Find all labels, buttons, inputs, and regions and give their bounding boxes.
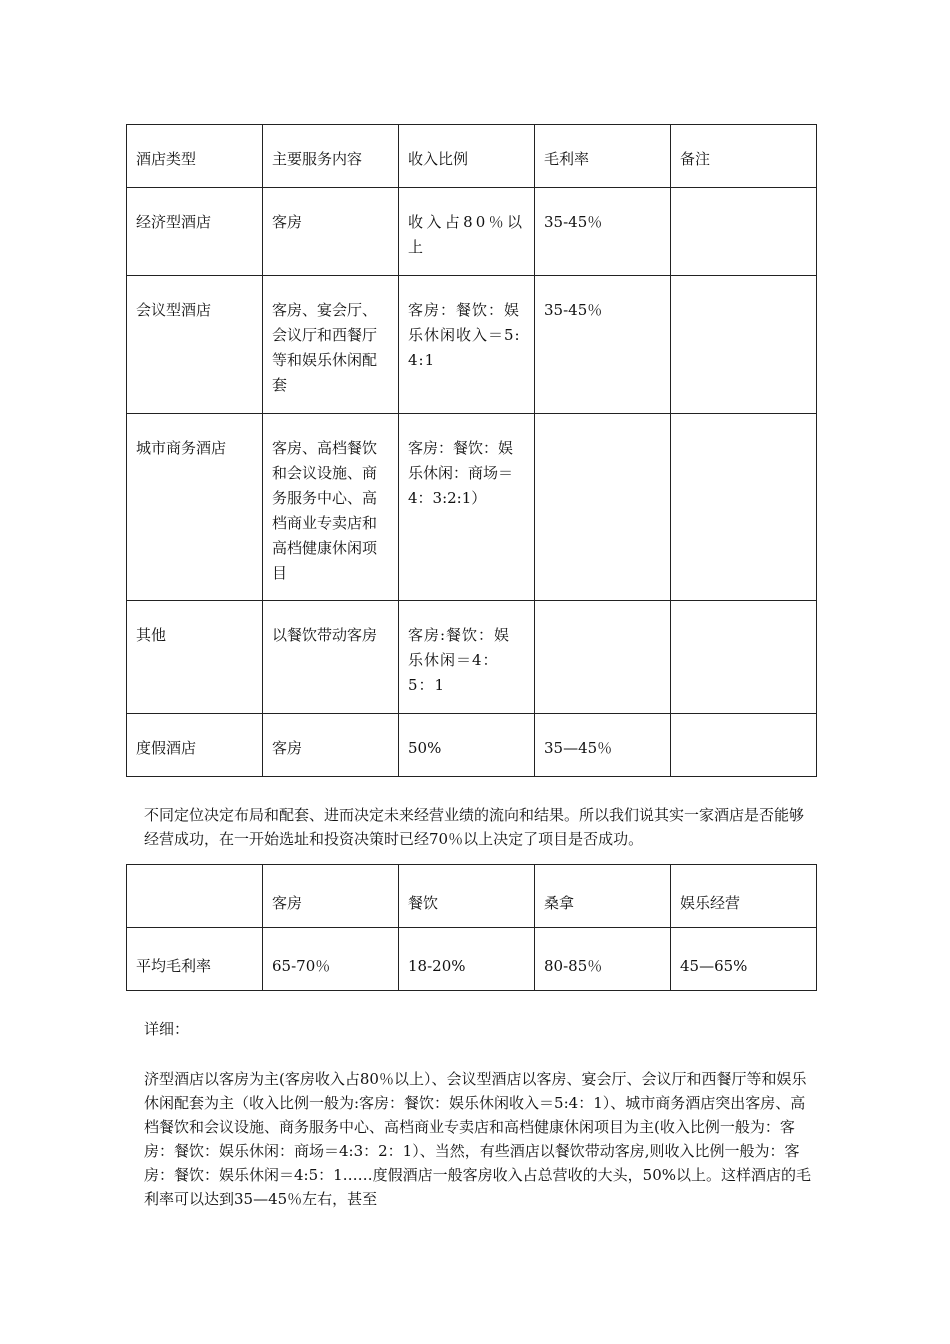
table-cell: 客房：餐饮：娱乐休闲收入＝5:4:1 [399,276,535,414]
table-header-row [127,125,817,188]
table-row [127,714,817,777]
table-row [127,188,817,276]
table-cell: 35-45％ [535,276,671,414]
table-cell: 以餐饮带动客房 [263,601,399,714]
header-cell: 主要服务内容 [263,125,399,188]
header-cell: 娱乐经营 [671,865,817,928]
table-row [127,276,817,414]
header-cell [127,865,263,928]
table-cell: 65-70％ [263,928,399,991]
table-cell [671,601,817,714]
table-cell: 客房、宴会厅、会议厅和西餐厅等和娱乐休闲配套 [263,276,399,414]
table-cell: 平均毛利率 [127,928,263,991]
table-cell: 客房 [263,714,399,777]
header-cell: 酒店类型 [127,125,263,188]
table-cell [671,414,817,601]
table-cell [535,601,671,714]
header-cell: 客房 [263,865,399,928]
table-cell: 18-20% [399,928,535,991]
table-cell: 80-85％ [535,928,671,991]
table-row [127,414,817,601]
detail-label: 详细： [144,1020,190,1038]
table-header-row [127,865,817,928]
header-cell: 餐饮 [399,865,535,928]
table-cell: 会议型酒店 [127,276,263,414]
table-cell: 35—45％ [535,714,671,777]
table-cell: 客房:餐饮：娱乐休闲＝4：5：1 [399,601,535,714]
header-cell: 收入比例 [399,125,535,188]
table-cell: 客房：餐饮：娱乐休闲：商场＝4：3:2:1） [399,414,535,601]
header-cell: 毛利率 [535,125,671,188]
gross-margin-table [126,864,817,991]
table-cell: 50% [399,714,535,777]
table-cell: 35-45％ [535,188,671,276]
table-cell: 客房 [263,188,399,276]
table-row [127,928,817,991]
table-cell: 度假酒店 [127,714,263,777]
table-cell [535,414,671,601]
paragraph-detail: 济型酒店以客房为主(客房收入占80％以上）、会议型酒店以客房、宴会厅、会议厅和西餐厅等和娱乐休闲配套为主（收入比例一般为:客房：餐饮：娱乐休闲收入＝5:4：1）、城市商务酒店突出客房、高档餐饮和会议设施、商务服务中心、高档商业专卖店和高档健康休闲项目为主(收入比例一般为：客房：餐饮：娱乐休闲：商场＝4:3：2：1）、当然，有些酒店以餐饮带动客房,则收入比例一般为：客房：餐饮：娱乐休闲＝4:5：1……度假酒店一般客房收入占总营收的大头，50%以上。这样酒店的毛利率可以达到35—45％左右，甚至 [144,1070,812,1208]
table-cell: 收入占80％以上 [399,188,535,276]
hotel-type-table [126,124,817,777]
table-cell: 其他 [127,601,263,714]
header-cell: 桑拿 [535,865,671,928]
table-cell [671,188,817,276]
table-cell: 经济型酒店 [127,188,263,276]
header-cell: 备注 [671,125,817,188]
table-cell: 45—65% [671,928,817,991]
table-row [127,601,817,714]
table-cell [671,714,817,777]
table-cell [671,276,817,414]
table-cell: 城市商务酒店 [127,414,263,601]
table-cell: 客房、高档餐饮和会议设施、商务服务中心、高档商业专卖店和高档健康休闲项目 [263,414,399,601]
paragraph-positioning: 不同定位决定布局和配套、进而决定未来经营业绩的流向和结果。所以我们说其实一家酒店是否能够经营成功，在一开始选址和投资决策时已经70％以上决定了项目是否成功。 [144,806,805,848]
